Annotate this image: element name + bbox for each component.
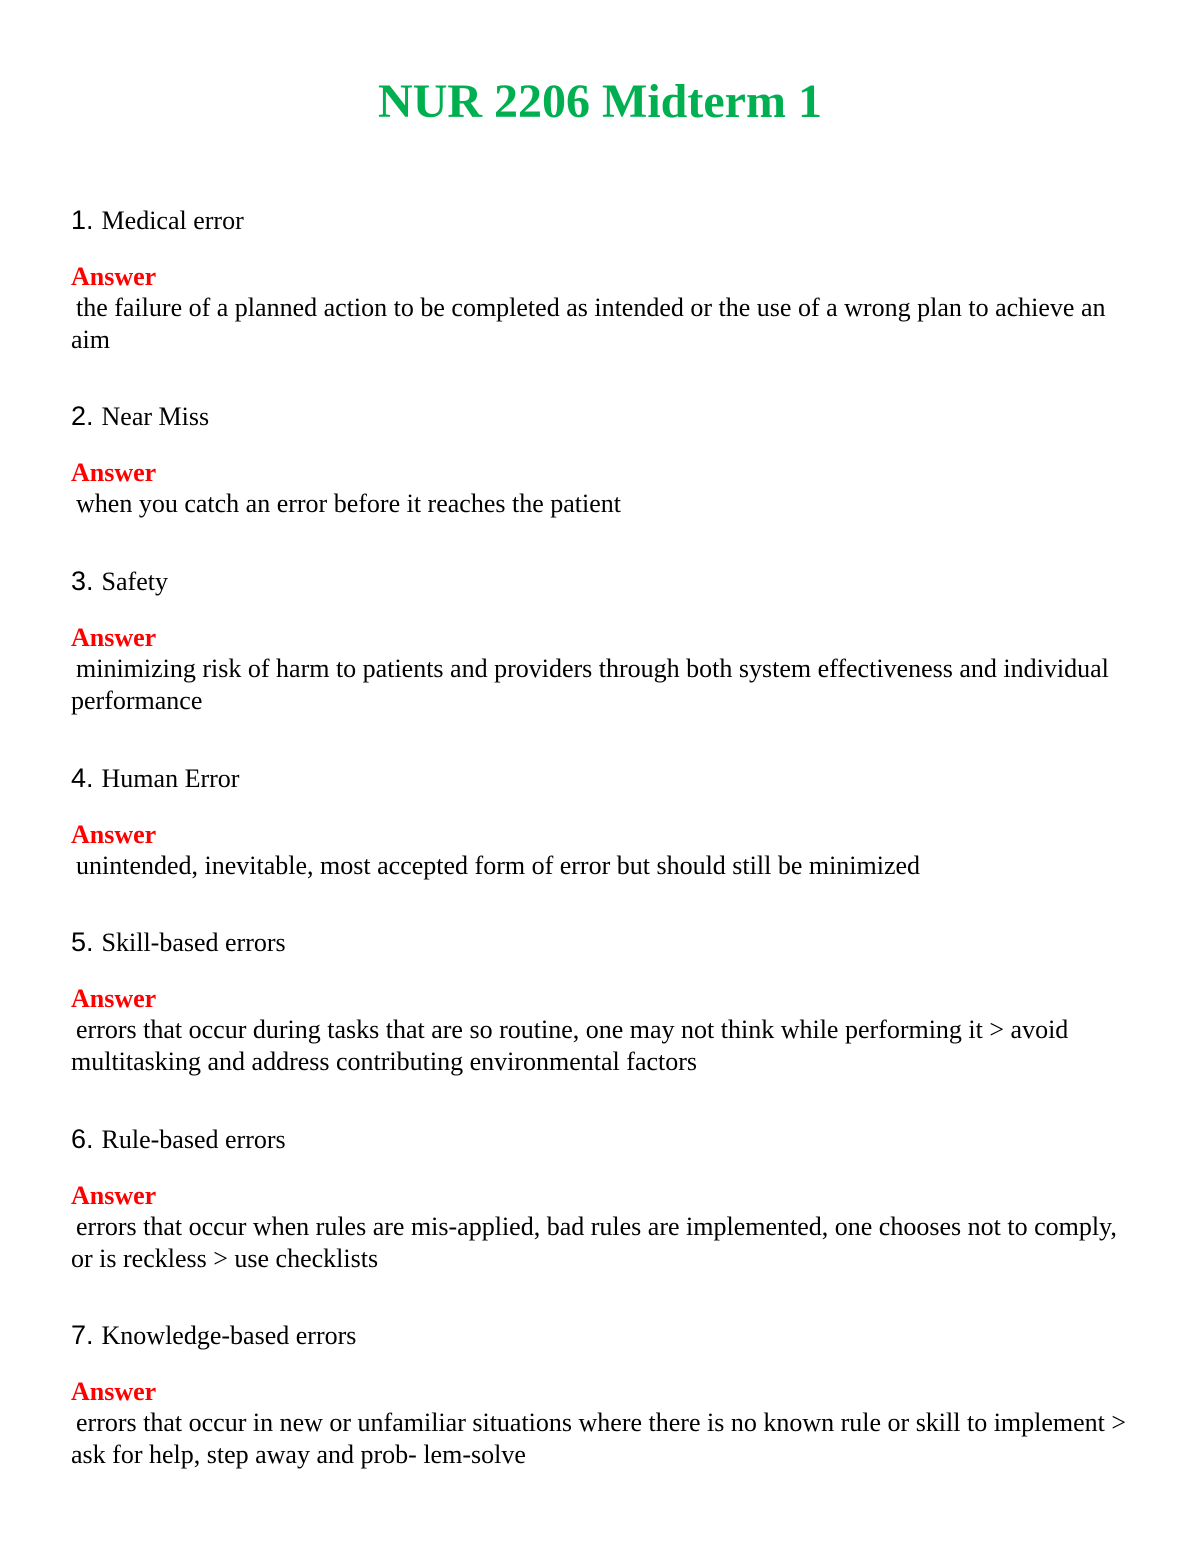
- answer-text: the failure of a planned action to be completed as intended or the use of a wrong plan to achieve an aim: [71, 293, 1106, 354]
- answer-label: Answer: [71, 1377, 157, 1406]
- answer-text: unintended, inevitable, most accepted form of error but should still be minimized: [76, 851, 921, 880]
- answer-text: errors that occur during tasks that are so routine, one may not think while performing it > avoid multitasking and address contributing environmental factors: [71, 1015, 1069, 1076]
- question-number: 7.: [71, 1320, 94, 1350]
- question-text: Skill-based errors: [101, 928, 286, 957]
- answer-label: Answer: [71, 984, 157, 1013]
- question-text: Safety: [101, 567, 168, 596]
- answer-label: Answer: [71, 820, 157, 849]
- question-row: [71, 202, 1141, 238]
- qa-item-5: [71, 924, 1141, 1078]
- answer-text: minimizing risk of harm to patients and providers through both system effectiveness and individual performance: [71, 654, 1109, 715]
- answer-text: when you catch an error before it reaches the patient: [76, 489, 622, 518]
- qa-item-2: [71, 398, 1141, 520]
- answer-label: Answer: [71, 262, 157, 291]
- question-text: Rule-based errors: [101, 1125, 286, 1154]
- question-row: [71, 760, 1141, 796]
- question-row: [71, 1317, 1141, 1353]
- question-row: [71, 563, 1141, 599]
- question-text: Near Miss: [101, 402, 210, 431]
- answer-label: Answer: [71, 1181, 157, 1210]
- question-number: 4.: [71, 763, 94, 793]
- answer-label: Answer: [71, 458, 157, 487]
- question-number: 3.: [71, 566, 94, 596]
- answer-text: errors that occur when rules are mis-applied, bad rules are implemented, one chooses not to comply, or is reckless > use checklists: [71, 1212, 1117, 1273]
- qa-item-6: [71, 1121, 1141, 1275]
- question-text: Medical error: [101, 206, 244, 235]
- qa-item-3: [71, 563, 1141, 717]
- question-text: Human Error: [101, 764, 240, 793]
- answer-label: Answer: [71, 623, 157, 652]
- question-number: 2.: [71, 401, 94, 431]
- document-title: NUR 2206 Midterm 1: [378, 75, 822, 128]
- question-row: [71, 1121, 1141, 1157]
- qa-item-4: [71, 760, 1141, 882]
- answer-text: errors that occur in new or unfamiliar situations where there is no known rule or skill to implement > ask for help, step away and prob- lem-solve: [71, 1408, 1127, 1469]
- question-row: [71, 398, 1141, 434]
- question-row: [71, 924, 1141, 960]
- question-number: 6.: [71, 1124, 94, 1154]
- qa-item-1: [71, 202, 1141, 356]
- question-number: 5.: [71, 927, 94, 957]
- question-text: Knowledge-based errors: [101, 1321, 357, 1350]
- qa-item-7: [71, 1317, 1141, 1471]
- question-number: 1.: [71, 205, 94, 235]
